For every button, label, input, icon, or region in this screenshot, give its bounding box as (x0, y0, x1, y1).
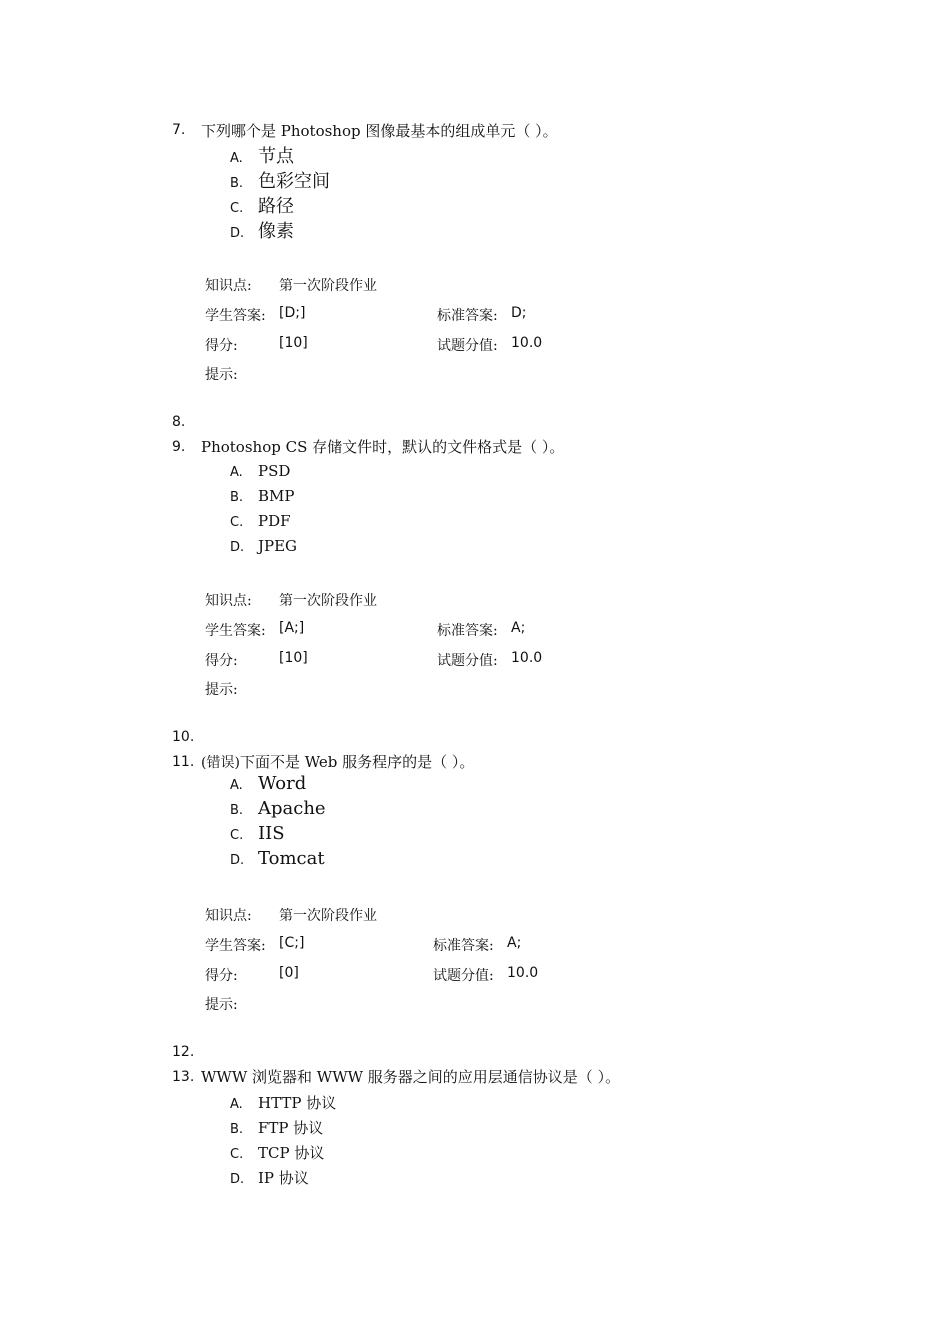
knowledge-label: 知识点: (205, 278, 252, 294)
option-letter: A. (230, 1097, 243, 1112)
option-letter: C. (230, 201, 244, 216)
option-b (230, 1117, 323, 1138)
option-text: BMP (258, 487, 295, 505)
option-letter: A. (230, 151, 243, 166)
standard-answer-value: A; (511, 620, 526, 636)
error-tag: (错误) (201, 755, 240, 771)
score-label: 得分: (205, 968, 238, 984)
option-d (230, 537, 297, 556)
question-number: 9. (172, 439, 186, 455)
option-letter: C. (230, 828, 244, 843)
option-a (230, 773, 306, 794)
question-value: 10.0 (511, 650, 543, 666)
student-answer-label: 学生答案: (205, 623, 266, 639)
standard-answer-label: 标准答案: (433, 938, 494, 954)
standard-answer-value: D; (511, 305, 527, 321)
question-text: 下列哪个是 Photoshop 图像最基本的组成单元（ ）。 (201, 122, 558, 140)
question-text (201, 751, 474, 772)
knowledge-label: 知识点: (205, 908, 252, 924)
standard-answer-label: 标准答案: (437, 623, 498, 639)
knowledge-value: 第一次阶段作业 (279, 908, 377, 924)
option-text: Tomcat (258, 848, 325, 869)
question-number: 7. (172, 122, 186, 138)
option-letter: D. (230, 1172, 245, 1187)
option-text: 像素 (258, 221, 294, 242)
option-text: IP 协议 (258, 1169, 309, 1187)
student-answer-value: [C;] (279, 935, 305, 951)
score-label: 得分: (205, 653, 238, 669)
option-text: Word (258, 773, 307, 794)
option-letter: B. (230, 803, 244, 818)
option-letter: A. (230, 778, 243, 793)
option-letter: B. (230, 490, 244, 505)
hint-label: 提示: (205, 367, 238, 383)
option-letter: D. (230, 226, 245, 241)
score-value: [10] (279, 335, 308, 351)
question-value-label: 试题分值: (433, 968, 494, 984)
option-b (230, 167, 330, 193)
option-c (230, 512, 291, 531)
option-letter: C. (230, 515, 244, 530)
option-text: 路径 (258, 196, 294, 217)
question-value: 10.0 (507, 965, 539, 981)
hint-label: 提示: (205, 997, 238, 1013)
option-d (230, 1167, 309, 1188)
option-text: Apache (258, 798, 326, 819)
option-text: PSD (258, 462, 291, 480)
option-c (230, 1142, 324, 1163)
list-separator-number: 8. (172, 414, 186, 430)
option-letter: D. (230, 853, 245, 868)
option-a (230, 462, 290, 481)
question-value-label: 试题分值: (437, 653, 498, 669)
option-letter: A. (230, 465, 243, 480)
option-text: JPEG (258, 537, 298, 555)
option-text: FTP 协议 (258, 1119, 324, 1137)
option-b (230, 487, 294, 506)
score-label: 得分: (205, 338, 238, 354)
option-d (230, 848, 325, 869)
list-separator-number: 10. (172, 729, 195, 745)
student-answer-value: [A;] (279, 620, 305, 636)
hint-label: 提示: (205, 682, 238, 698)
option-text: TCP 协议 (258, 1144, 325, 1162)
option-letter: B. (230, 1122, 244, 1137)
question-text: Photoshop CS 存储文件时，默认的文件格式是（ ）。 (201, 438, 565, 456)
option-text: 节点 (258, 146, 294, 167)
option-letter: D. (230, 540, 245, 555)
option-d (230, 217, 294, 243)
question-value-label: 试题分值: (437, 338, 498, 354)
question-number: 13. (172, 1069, 195, 1085)
score-value: [0] (279, 965, 299, 981)
question-text-body: 下面不是 Web 服务程序的是（ ）。 (239, 753, 475, 771)
option-c (230, 192, 294, 218)
student-answer-value: [D;] (279, 305, 306, 321)
option-text: PDF (258, 512, 291, 530)
standard-answer-label: 标准答案: (437, 308, 498, 324)
option-c (230, 823, 285, 844)
knowledge-value: 第一次阶段作业 (279, 278, 377, 294)
standard-answer-value: A; (507, 935, 522, 951)
student-answer-label: 学生答案: (205, 308, 266, 324)
option-a (230, 1092, 336, 1113)
option-text: HTTP 协议 (258, 1094, 337, 1112)
option-text: 色彩空间 (258, 171, 330, 192)
question-text: WWW 浏览器和 WWW 服务器之间的应用层通信协议是（ ）。 (201, 1068, 621, 1086)
option-a (230, 142, 294, 168)
question-value: 10.0 (511, 335, 543, 351)
option-text: IIS (258, 823, 285, 844)
option-letter: B. (230, 176, 244, 191)
option-b (230, 798, 326, 819)
knowledge-label: 知识点: (205, 593, 252, 609)
option-letter: C. (230, 1147, 244, 1162)
question-number: 11. (172, 754, 195, 770)
list-separator-number: 12. (172, 1044, 195, 1060)
score-value: [10] (279, 650, 308, 666)
knowledge-value: 第一次阶段作业 (279, 593, 377, 609)
student-answer-label: 学生答案: (205, 938, 266, 954)
